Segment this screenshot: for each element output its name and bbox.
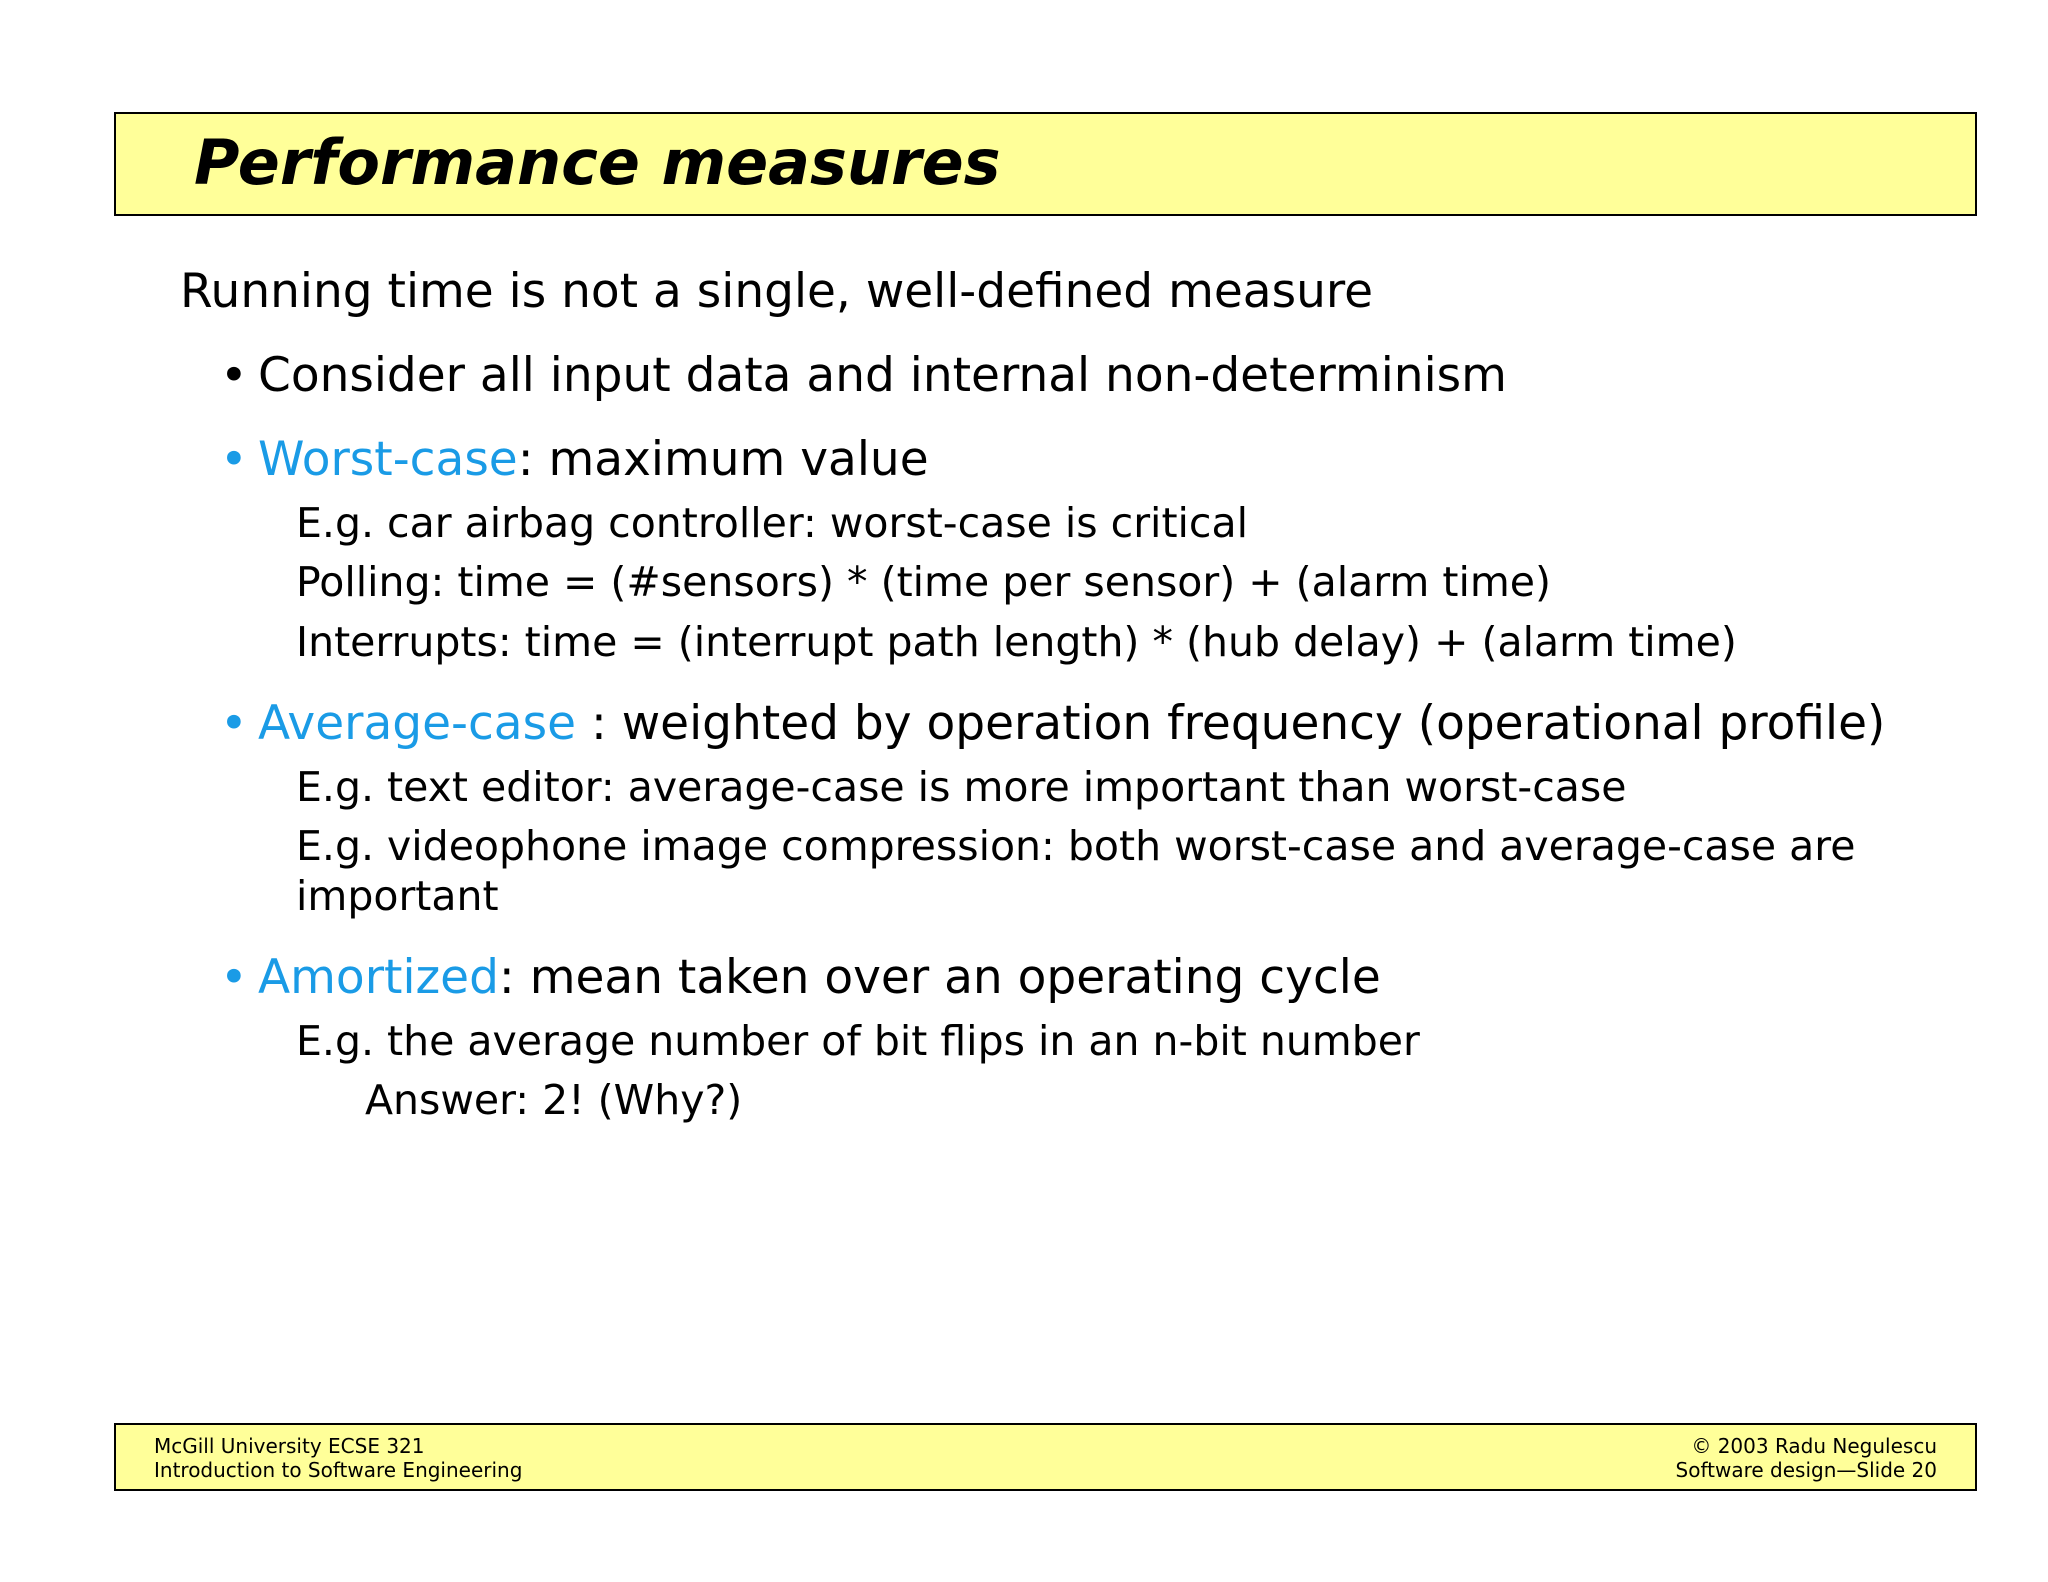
bullet-dot-icon: • xyxy=(220,432,248,487)
footer-left xyxy=(154,1434,522,1482)
bullet-average-case xyxy=(220,696,1886,751)
title-bar xyxy=(114,112,1977,216)
worst-case-example-3: Interrupts: time = (interrupt path length) * (hub delay) + (alarm time) xyxy=(296,618,1737,666)
amortized-example-1: E.g. the average number of bit flips in an n-bit number xyxy=(296,1017,1420,1065)
average-case-example-1: E.g. text editor: average-case is more important than worst-case xyxy=(296,763,1627,811)
term-worst-case: Worst-case xyxy=(258,432,518,487)
bullet-dot-icon: • xyxy=(220,696,248,751)
average-case-example-2-cont: important xyxy=(296,872,499,920)
bullet-amortized xyxy=(220,950,1381,1005)
amortized-answer: Answer: 2! (Why?) xyxy=(365,1076,743,1124)
footer-course: Introduction to Software Engineering xyxy=(154,1458,523,1482)
footer-copyright: © 2003 Radu Negulescu xyxy=(1691,1434,1937,1458)
term-amortized: Amortized xyxy=(258,950,499,1005)
bullet-worst-case-text: : maximum value xyxy=(517,432,929,487)
bullet-average-case-text: : weighted by operation frequency (operational profile) xyxy=(576,696,1886,751)
average-case-example-2: E.g. videophone image compression: both worst-case and average-case are xyxy=(296,822,1856,870)
bullet-dot-icon: • xyxy=(220,348,248,403)
footer-slide-number: Software design—Slide 20 xyxy=(1675,1458,1937,1482)
bullet-dot-icon: • xyxy=(220,950,248,1005)
intro-line: Running time is not a single, well-defined measure xyxy=(180,264,1374,319)
bullet-worst-case xyxy=(220,432,929,487)
footer-bar xyxy=(114,1423,1977,1491)
slide-title: Performance measures xyxy=(194,126,1001,199)
bullet-amortized-text: : mean taken over an operating cycle xyxy=(498,950,1381,1005)
term-average-case: Average-case xyxy=(258,696,577,751)
worst-case-example-1: E.g. car airbag controller: worst-case is critical xyxy=(296,499,1248,547)
footer-university: McGill University ECSE 321 xyxy=(154,1434,425,1458)
bullet-consider xyxy=(220,348,1507,403)
worst-case-example-2: Polling: time = (#sensors) * (time per sensor) + (alarm time) xyxy=(296,558,1552,606)
bullet-consider-text: Consider all input data and internal non-determinism xyxy=(258,348,1507,403)
footer-right xyxy=(1676,1434,1937,1482)
